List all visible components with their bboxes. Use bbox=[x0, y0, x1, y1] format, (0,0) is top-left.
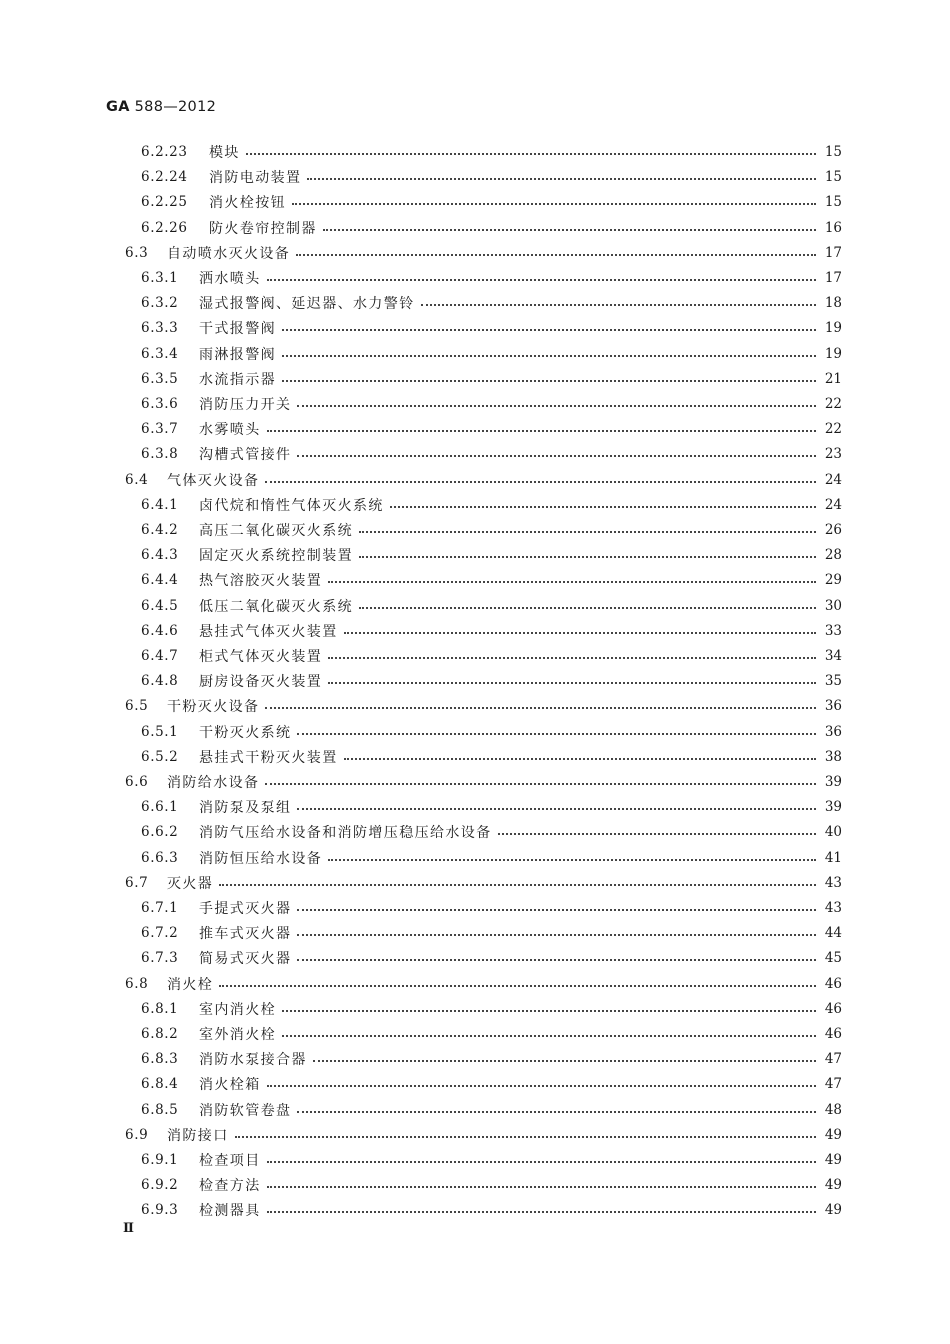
toc-entry[interactable] bbox=[0, 1148, 950, 1172]
toc-entry-number: 6.6.1 bbox=[141, 799, 179, 816]
toc-entry-page: 18 bbox=[820, 295, 842, 311]
toc-entry[interactable] bbox=[0, 694, 950, 718]
toc-entry[interactable] bbox=[0, 745, 950, 769]
toc-entry-page: 21 bbox=[820, 371, 842, 387]
toc-entry-number: 6.2.25 bbox=[141, 194, 188, 211]
dot-leader bbox=[282, 1009, 816, 1012]
dot-leader bbox=[498, 832, 816, 835]
toc-entry-page: 46 bbox=[820, 1026, 842, 1042]
toc-entry-page: 47 bbox=[820, 1076, 842, 1092]
toc-entry-page: 44 bbox=[820, 925, 842, 941]
toc-entry[interactable] bbox=[0, 594, 950, 618]
toc-entry-page: 49 bbox=[820, 1177, 842, 1193]
dot-leader bbox=[307, 177, 816, 180]
toc-entry-number: 6.2.23 bbox=[141, 144, 188, 160]
toc-entry[interactable] bbox=[0, 1047, 950, 1071]
toc-entry-title: 消防软管卷盘 bbox=[199, 1100, 293, 1120]
dot-leader bbox=[265, 480, 816, 483]
toc-entry-page: 26 bbox=[820, 522, 842, 538]
toc-entry-page: 28 bbox=[820, 547, 842, 563]
dot-leader bbox=[297, 908, 816, 911]
toc-entry[interactable] bbox=[0, 1173, 950, 1197]
toc-entry-title: 自动喷水灭火设备 bbox=[167, 243, 292, 263]
toc-entry[interactable] bbox=[0, 367, 950, 391]
toc-entry[interactable] bbox=[0, 1022, 950, 1046]
toc-entry-number: 6.3.8 bbox=[141, 446, 179, 463]
toc-entry[interactable] bbox=[0, 518, 950, 542]
toc-entry-title: 消防恒压给水设备 bbox=[199, 848, 324, 868]
toc-entry-title: 消火栓箱 bbox=[199, 1074, 263, 1094]
toc-entry-page: 48 bbox=[820, 1102, 842, 1118]
dot-leader bbox=[246, 152, 816, 155]
toc-entry-number: 6.4.4 bbox=[141, 572, 179, 589]
toc-entry[interactable] bbox=[0, 1123, 950, 1147]
toc-entry-number: 6.3.1 bbox=[141, 270, 179, 286]
toc-entry-number: 6.4 bbox=[125, 471, 149, 488]
dot-leader bbox=[267, 429, 816, 432]
toc-entry-page: 24 bbox=[820, 497, 842, 513]
toc-entry-title: 灭火器 bbox=[167, 873, 215, 893]
toc-entry-page: 45 bbox=[820, 950, 842, 966]
dot-leader bbox=[390, 505, 816, 508]
toc-entry-page: 36 bbox=[820, 698, 842, 714]
toc-entry-title: 水雾喷头 bbox=[199, 419, 263, 439]
toc-entry-title: 手提式灭火器 bbox=[199, 898, 293, 918]
toc-entry[interactable] bbox=[0, 190, 950, 214]
toc-entry-title: 水流指示器 bbox=[199, 369, 278, 389]
toc-entry-title: 简易式灭火器 bbox=[199, 948, 293, 968]
toc-entry[interactable] bbox=[0, 720, 950, 744]
toc-entry-number: 6.9.3 bbox=[141, 1202, 179, 1219]
toc-entry[interactable] bbox=[0, 165, 950, 189]
toc-entry-title: 悬挂式干粉灭火装置 bbox=[199, 747, 340, 767]
dot-leader bbox=[267, 1084, 816, 1087]
toc-entry-title: 沟槽式管接件 bbox=[199, 444, 293, 464]
toc-entry[interactable] bbox=[0, 644, 950, 668]
toc-entry-title: 热气溶胶灭火装置 bbox=[199, 570, 324, 590]
toc-entry[interactable] bbox=[0, 972, 950, 996]
toc-entry-title: 检查项目 bbox=[199, 1150, 263, 1170]
toc-entry-page: 19 bbox=[820, 346, 842, 362]
toc-entry-page: 46 bbox=[820, 976, 842, 992]
toc-entry-title: 洒水喷头 bbox=[199, 268, 263, 288]
toc-entry-number: 6.3.3 bbox=[141, 320, 179, 337]
toc-entry[interactable] bbox=[0, 669, 950, 693]
toc-entry-number: 6.8.5 bbox=[141, 1101, 179, 1118]
dot-leader bbox=[219, 883, 816, 886]
toc-entry-number: 6.4.7 bbox=[141, 648, 179, 664]
toc-entry-title: 消防电动装置 bbox=[209, 167, 303, 187]
toc-entry[interactable] bbox=[0, 241, 950, 265]
toc-entry-number: 6.5.2 bbox=[141, 748, 179, 765]
dot-leader bbox=[292, 202, 816, 205]
toc-entry[interactable] bbox=[0, 770, 950, 794]
dot-leader bbox=[328, 656, 816, 659]
toc-entry-page: 36 bbox=[820, 724, 842, 740]
toc-entry-title: 柜式气体灭火装置 bbox=[199, 646, 324, 666]
toc-entry-number: 6.4.2 bbox=[141, 522, 179, 538]
toc-entry-title: 干式报警阀 bbox=[199, 318, 278, 338]
toc-entry-number: 6.7.1 bbox=[141, 900, 179, 916]
toc-entry[interactable] bbox=[0, 795, 950, 819]
dot-leader bbox=[265, 782, 816, 785]
toc-entry[interactable] bbox=[0, 619, 950, 643]
toc-entry-page: 24 bbox=[820, 472, 842, 488]
toc-entry-page: 19 bbox=[820, 320, 842, 336]
dot-leader bbox=[328, 858, 816, 861]
toc-entry[interactable] bbox=[0, 543, 950, 567]
toc-entry[interactable] bbox=[0, 921, 950, 945]
toc-entry-page: 23 bbox=[820, 446, 842, 462]
dot-leader bbox=[328, 580, 816, 583]
toc-entry-number: 6.8.2 bbox=[141, 1026, 179, 1042]
dot-leader bbox=[267, 1185, 816, 1188]
toc-entry-title: 消防接口 bbox=[167, 1125, 231, 1145]
toc-entry-title: 消防气压给水设备和消防增压稳压给水设备 bbox=[199, 822, 494, 842]
toc-entry[interactable] bbox=[0, 266, 950, 290]
toc-entry-page: 41 bbox=[820, 850, 842, 866]
toc-entry[interactable] bbox=[0, 871, 950, 895]
dot-leader bbox=[297, 958, 816, 961]
toc-entry[interactable] bbox=[0, 493, 950, 517]
toc-entry[interactable] bbox=[0, 946, 950, 970]
toc-entry-title: 悬挂式气体灭火装置 bbox=[199, 621, 340, 641]
toc-entry-page: 35 bbox=[820, 673, 842, 689]
page-number: Ⅱ bbox=[123, 1221, 134, 1236]
toc-entry-number: 6.5 bbox=[125, 698, 149, 715]
toc-entry-page: 47 bbox=[820, 1051, 842, 1067]
toc-entry-page: 22 bbox=[820, 421, 842, 437]
toc-entry[interactable] bbox=[0, 997, 950, 1021]
dot-leader bbox=[323, 228, 816, 231]
toc-entry-title: 高压二氧化碳灭火系统 bbox=[199, 520, 355, 540]
toc-entry-title: 消防水泵接合器 bbox=[199, 1049, 309, 1069]
toc-entry[interactable] bbox=[0, 1072, 950, 1096]
toc-entry-number: 6.3.6 bbox=[141, 396, 179, 412]
toc-entry-page: 16 bbox=[820, 220, 842, 236]
toc-entry-number: 6.9.2 bbox=[141, 1177, 179, 1194]
toc-entry-page: 49 bbox=[820, 1202, 842, 1218]
dot-leader bbox=[297, 1110, 816, 1113]
toc-entry-page: 15 bbox=[820, 194, 842, 210]
toc-entry-page: 43 bbox=[820, 900, 842, 916]
standard-code: GA bbox=[106, 99, 130, 115]
toc-entry-number: 6.4.5 bbox=[141, 597, 179, 614]
toc-entry[interactable] bbox=[0, 820, 950, 844]
toc-entry-title: 干粉灭火系统 bbox=[199, 722, 293, 742]
dot-leader bbox=[297, 933, 816, 936]
toc-entry-page: 38 bbox=[820, 749, 842, 765]
dot-leader bbox=[265, 706, 816, 709]
toc-entry-number: 6.8 bbox=[125, 975, 149, 992]
toc-entry-number: 6.2.26 bbox=[141, 219, 188, 236]
toc-entry-title: 消防泵及泵组 bbox=[199, 797, 293, 817]
toc-entry-title: 卤代烷和惰性气体灭火系统 bbox=[199, 495, 386, 515]
toc-entry-number: 6.4.6 bbox=[141, 622, 179, 639]
toc-entry-page: 17 bbox=[820, 245, 842, 261]
toc-entry-title: 消火栓 bbox=[167, 974, 215, 994]
toc-entry-title: 消防压力开关 bbox=[199, 394, 293, 414]
toc-entry-title: 湿式报警阀、延迟器、水力警铃 bbox=[199, 293, 417, 313]
toc-entry[interactable] bbox=[0, 1098, 950, 1122]
toc-entry-number: 6.8.1 bbox=[141, 1000, 179, 1017]
toc-entry-page: 46 bbox=[820, 1001, 842, 1017]
toc-entry-number: 6.7.3 bbox=[141, 950, 179, 967]
dot-leader bbox=[297, 732, 816, 735]
dot-leader bbox=[297, 404, 816, 407]
toc-entry-title: 室外消火栓 bbox=[199, 1024, 278, 1044]
toc-entry-number: 6.2.24 bbox=[141, 169, 188, 186]
dot-leader bbox=[421, 303, 816, 306]
toc-entry-title: 室内消火栓 bbox=[199, 999, 278, 1019]
toc-entry-page: 39 bbox=[820, 799, 842, 815]
toc-entry-title: 检查方法 bbox=[199, 1175, 263, 1195]
toc-entry[interactable] bbox=[0, 140, 950, 164]
toc-entry-number: 6.6.3 bbox=[141, 849, 179, 866]
toc-entry-number: 6.4.3 bbox=[141, 547, 179, 564]
dot-leader bbox=[267, 278, 816, 281]
dot-leader bbox=[297, 454, 816, 457]
toc-entry[interactable] bbox=[0, 342, 950, 366]
toc-entry-number: 6.3 bbox=[125, 244, 149, 261]
toc-entry-number: 6.8.3 bbox=[141, 1051, 179, 1068]
dot-leader bbox=[267, 1210, 816, 1213]
dot-leader bbox=[267, 1160, 816, 1163]
toc-entry[interactable] bbox=[0, 392, 950, 416]
toc-entry-page: 43 bbox=[820, 875, 842, 891]
toc-entry-number: 6.4.1 bbox=[141, 496, 179, 513]
toc-entry-number: 6.3.4 bbox=[141, 345, 179, 362]
toc-entry-title: 固定灭火系统控制装置 bbox=[199, 545, 355, 565]
toc-entry-title: 厨房设备灭火装置 bbox=[199, 671, 324, 691]
dot-leader bbox=[344, 631, 816, 634]
toc-entry-title: 模块 bbox=[209, 142, 242, 162]
toc-entry-title: 消防给水设备 bbox=[167, 772, 261, 792]
dot-leader bbox=[296, 253, 816, 256]
dot-leader bbox=[235, 1135, 816, 1138]
toc-entry[interactable] bbox=[0, 417, 950, 441]
dot-leader bbox=[297, 807, 816, 810]
toc-entry-number: 6.9 bbox=[125, 1126, 149, 1143]
toc-entry-page: 30 bbox=[820, 598, 842, 614]
toc-entry[interactable] bbox=[0, 291, 950, 315]
toc-entry[interactable] bbox=[0, 568, 950, 592]
toc-entry-page: 29 bbox=[820, 572, 842, 588]
toc-entry-number: 6.6 bbox=[125, 774, 149, 790]
toc-entry-title: 防火卷帘控制器 bbox=[209, 218, 319, 238]
toc-entry[interactable] bbox=[0, 316, 950, 340]
dot-leader bbox=[313, 1059, 816, 1062]
dot-leader bbox=[282, 354, 816, 357]
dot-leader bbox=[219, 984, 816, 987]
toc-entry-number: 6.7 bbox=[125, 874, 149, 891]
document-header bbox=[106, 99, 216, 115]
toc-entry-page: 49 bbox=[820, 1127, 842, 1143]
dot-leader bbox=[328, 681, 816, 684]
toc-entry-page: 33 bbox=[820, 623, 842, 639]
toc-entry-title: 气体灭火设备 bbox=[167, 470, 261, 490]
dot-leader bbox=[282, 328, 816, 331]
toc-entry-page: 34 bbox=[820, 648, 842, 664]
toc-entry-title: 推车式灭火器 bbox=[199, 923, 293, 943]
toc-entry-number: 6.6.2 bbox=[141, 824, 179, 841]
toc-entry-page: 15 bbox=[820, 144, 842, 160]
toc-entry-title: 干粉灭火设备 bbox=[167, 696, 261, 716]
toc-entry-page: 49 bbox=[820, 1152, 842, 1168]
toc-entry[interactable] bbox=[0, 1198, 950, 1222]
toc-entry[interactable] bbox=[0, 846, 950, 870]
standard-number: 588—2012 bbox=[134, 99, 217, 115]
toc-entry-page: 40 bbox=[820, 824, 842, 840]
toc-entry-number: 6.3.5 bbox=[141, 370, 179, 387]
dot-leader bbox=[344, 757, 816, 760]
dot-leader bbox=[282, 1034, 816, 1037]
toc-entry-number: 6.5.1 bbox=[141, 723, 179, 740]
toc-entry[interactable] bbox=[0, 896, 950, 920]
toc-entry-page: 15 bbox=[820, 169, 842, 185]
toc-entry-number: 6.4.8 bbox=[141, 673, 179, 690]
toc-entry-number: 6.3.2 bbox=[141, 295, 179, 312]
toc-entry[interactable] bbox=[0, 216, 950, 240]
toc-entry-number: 6.3.7 bbox=[141, 421, 179, 438]
toc-entry-title: 消火栓按钮 bbox=[209, 192, 288, 212]
toc-entry-number: 6.9.1 bbox=[141, 1152, 179, 1168]
dot-leader bbox=[359, 606, 816, 609]
toc-entry-title: 低压二氧化碳灭火系统 bbox=[199, 596, 355, 616]
toc-entry-page: 39 bbox=[820, 774, 842, 790]
toc-entry-title: 检测器具 bbox=[199, 1200, 263, 1220]
toc-entry-page: 17 bbox=[820, 270, 842, 286]
toc-entry[interactable] bbox=[0, 442, 950, 466]
toc-entry[interactable] bbox=[0, 468, 950, 492]
dot-leader bbox=[359, 530, 816, 533]
toc-entry-title: 雨淋报警阀 bbox=[199, 344, 278, 364]
toc-entry-number: 6.7.2 bbox=[141, 925, 179, 942]
dot-leader bbox=[359, 555, 816, 558]
dot-leader bbox=[282, 379, 816, 382]
toc-entry-number: 6.8.4 bbox=[141, 1076, 179, 1093]
toc-entry-page: 22 bbox=[820, 396, 842, 412]
